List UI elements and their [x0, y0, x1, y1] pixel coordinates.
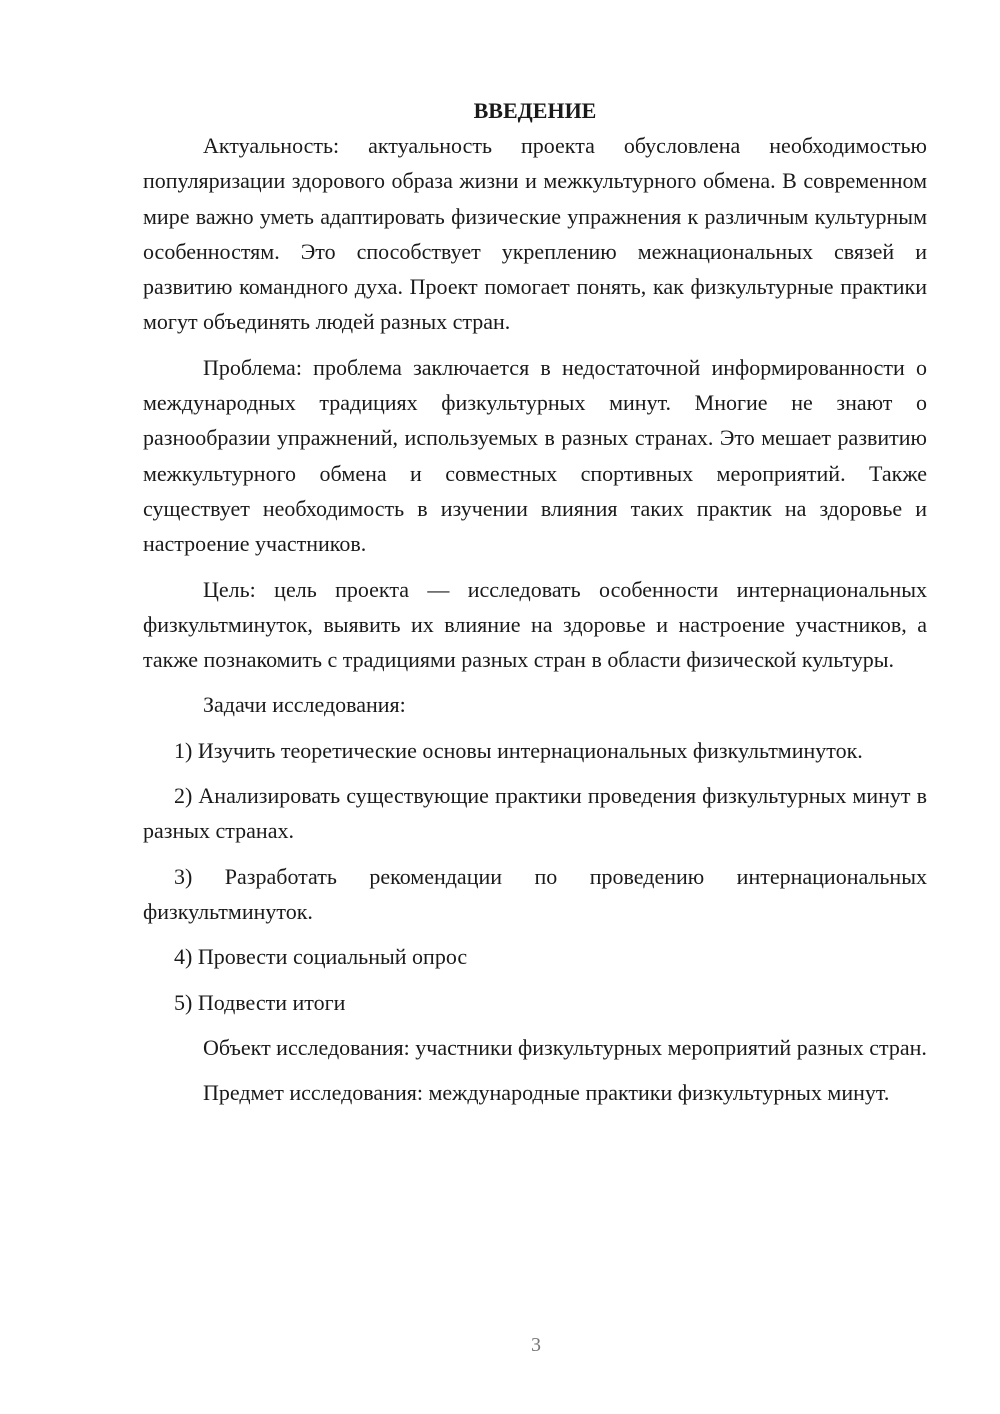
task-item-4: 4) Провести социальный опрос	[174, 944, 468, 970]
document-page	[143, 96, 927, 1120]
paragraph-relevance: Актуальность: актуальность проекта обусловлена необходимостью популяризации здорового образа жизни и межкультурного обмена. В современном мире важно уметь адаптировать физические упражнения к различным культурным особенностям. Это способствует укреплению межнациональных связей и развитию командного духа. Проект помогает понять, как физкультурные практики могут объединять людей разных стран.	[143, 133, 927, 335]
paragraph-goal: Цель: цель проекта — исследовать особенности интернациональных физкультминуток, выявить их влияние на здоровье и настроение участников, а также познакомить с традициями разных стран в области физической культуры.	[143, 576, 927, 673]
task-item-3: 3) Разработать рекомендации по проведению интернациональных физкультминуток.	[143, 863, 927, 924]
paragraph-problem: Проблема: проблема заключается в недостаточной информированности о международных традициях физкультурных минут. Многие не знают о разнообразии упражнений, используемых в разных странах. Это мешает развитию межкультурного обмена и совместных спортивных мероприятий. Также существует необходимость в изучении влияния таких практик на здоровье и настроение участников.	[143, 354, 927, 557]
task-item-5: 5) Подвести итоги	[174, 989, 346, 1015]
paragraph-subject: Предмет исследования: международные практики физкультурных минут.	[203, 1080, 890, 1106]
page-number: 3	[531, 1334, 541, 1356]
tasks-title: Задачи исследования:	[203, 692, 406, 718]
section-heading: ВВЕДЕНИЕ	[473, 98, 597, 123]
paragraph-object: Объект исследования: участники физкультурных мероприятий разных стран.	[203, 1034, 927, 1060]
task-item-1: 1) Изучить теоретические основы интернациональных физкультминуток.	[174, 737, 863, 763]
task-item-2: 2) Анализировать существующие практики проведения физкультурных минут в разных странах.	[143, 783, 927, 844]
